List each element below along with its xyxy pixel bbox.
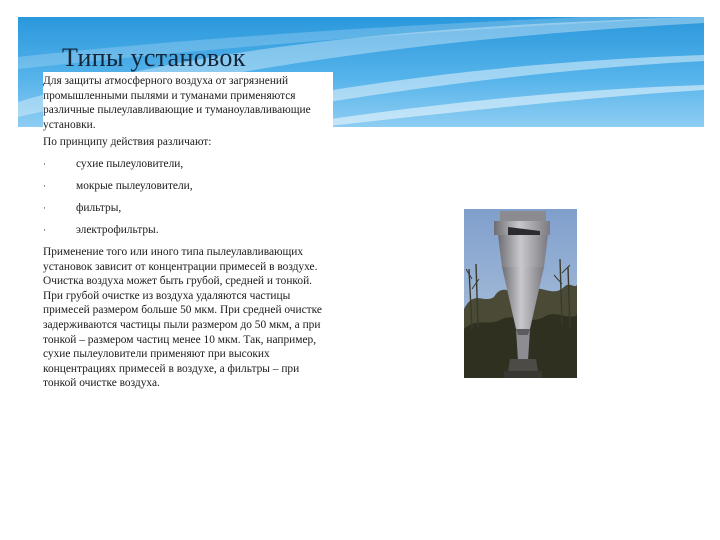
collector-types-list	[43, 153, 333, 241]
body-paragraph: Применение того или иного типа пылеулавливающих установок зависит от концентрации примесей в воздухе. Очистка воздуха может быть грубой, средней и тонкой. При грубой очистке из воздуха удаляются частицы примесей размером больше 50 мкм. При средней очистке задерживаются частицы пыли размером до 50 мкм, а при тонкой – размером частиц менее 10 мкм. Так, например, сухие пылеуловители применяют при высоких концентрациях примесей в воздухе, а фильтры – при тонкой очистке воздуха.	[43, 245, 322, 390]
list-item-text: мокрые пылеуловители,	[76, 179, 193, 192]
list-item	[43, 197, 333, 219]
cyclone-illustration	[464, 209, 577, 378]
list-item-text: электрофильтры.	[76, 223, 159, 236]
list-item	[43, 219, 333, 241]
principle-lead: По принципу действия различают:	[43, 136, 212, 149]
list-item-text: сухие пылеуловители,	[76, 157, 184, 170]
list-item	[43, 175, 333, 197]
list-item-text: фильтры,	[76, 201, 122, 214]
bullet-icon: ·	[43, 158, 46, 169]
bullet-icon: ·	[43, 180, 46, 191]
intro-paragraph: Для защиты атмосферного воздуха от загрязнений промышленными пылями и туманами применяются различные пылеулавливающие и туманоулавливающие установки.	[43, 75, 311, 131]
bullet-icon: ·	[43, 224, 46, 235]
bullet-icon: ·	[43, 202, 46, 213]
cyclone-dust-collector-photo	[464, 209, 577, 378]
slide-content	[43, 72, 333, 394]
list-item	[43, 153, 333, 175]
slide-title: Типы установок	[62, 43, 246, 72]
